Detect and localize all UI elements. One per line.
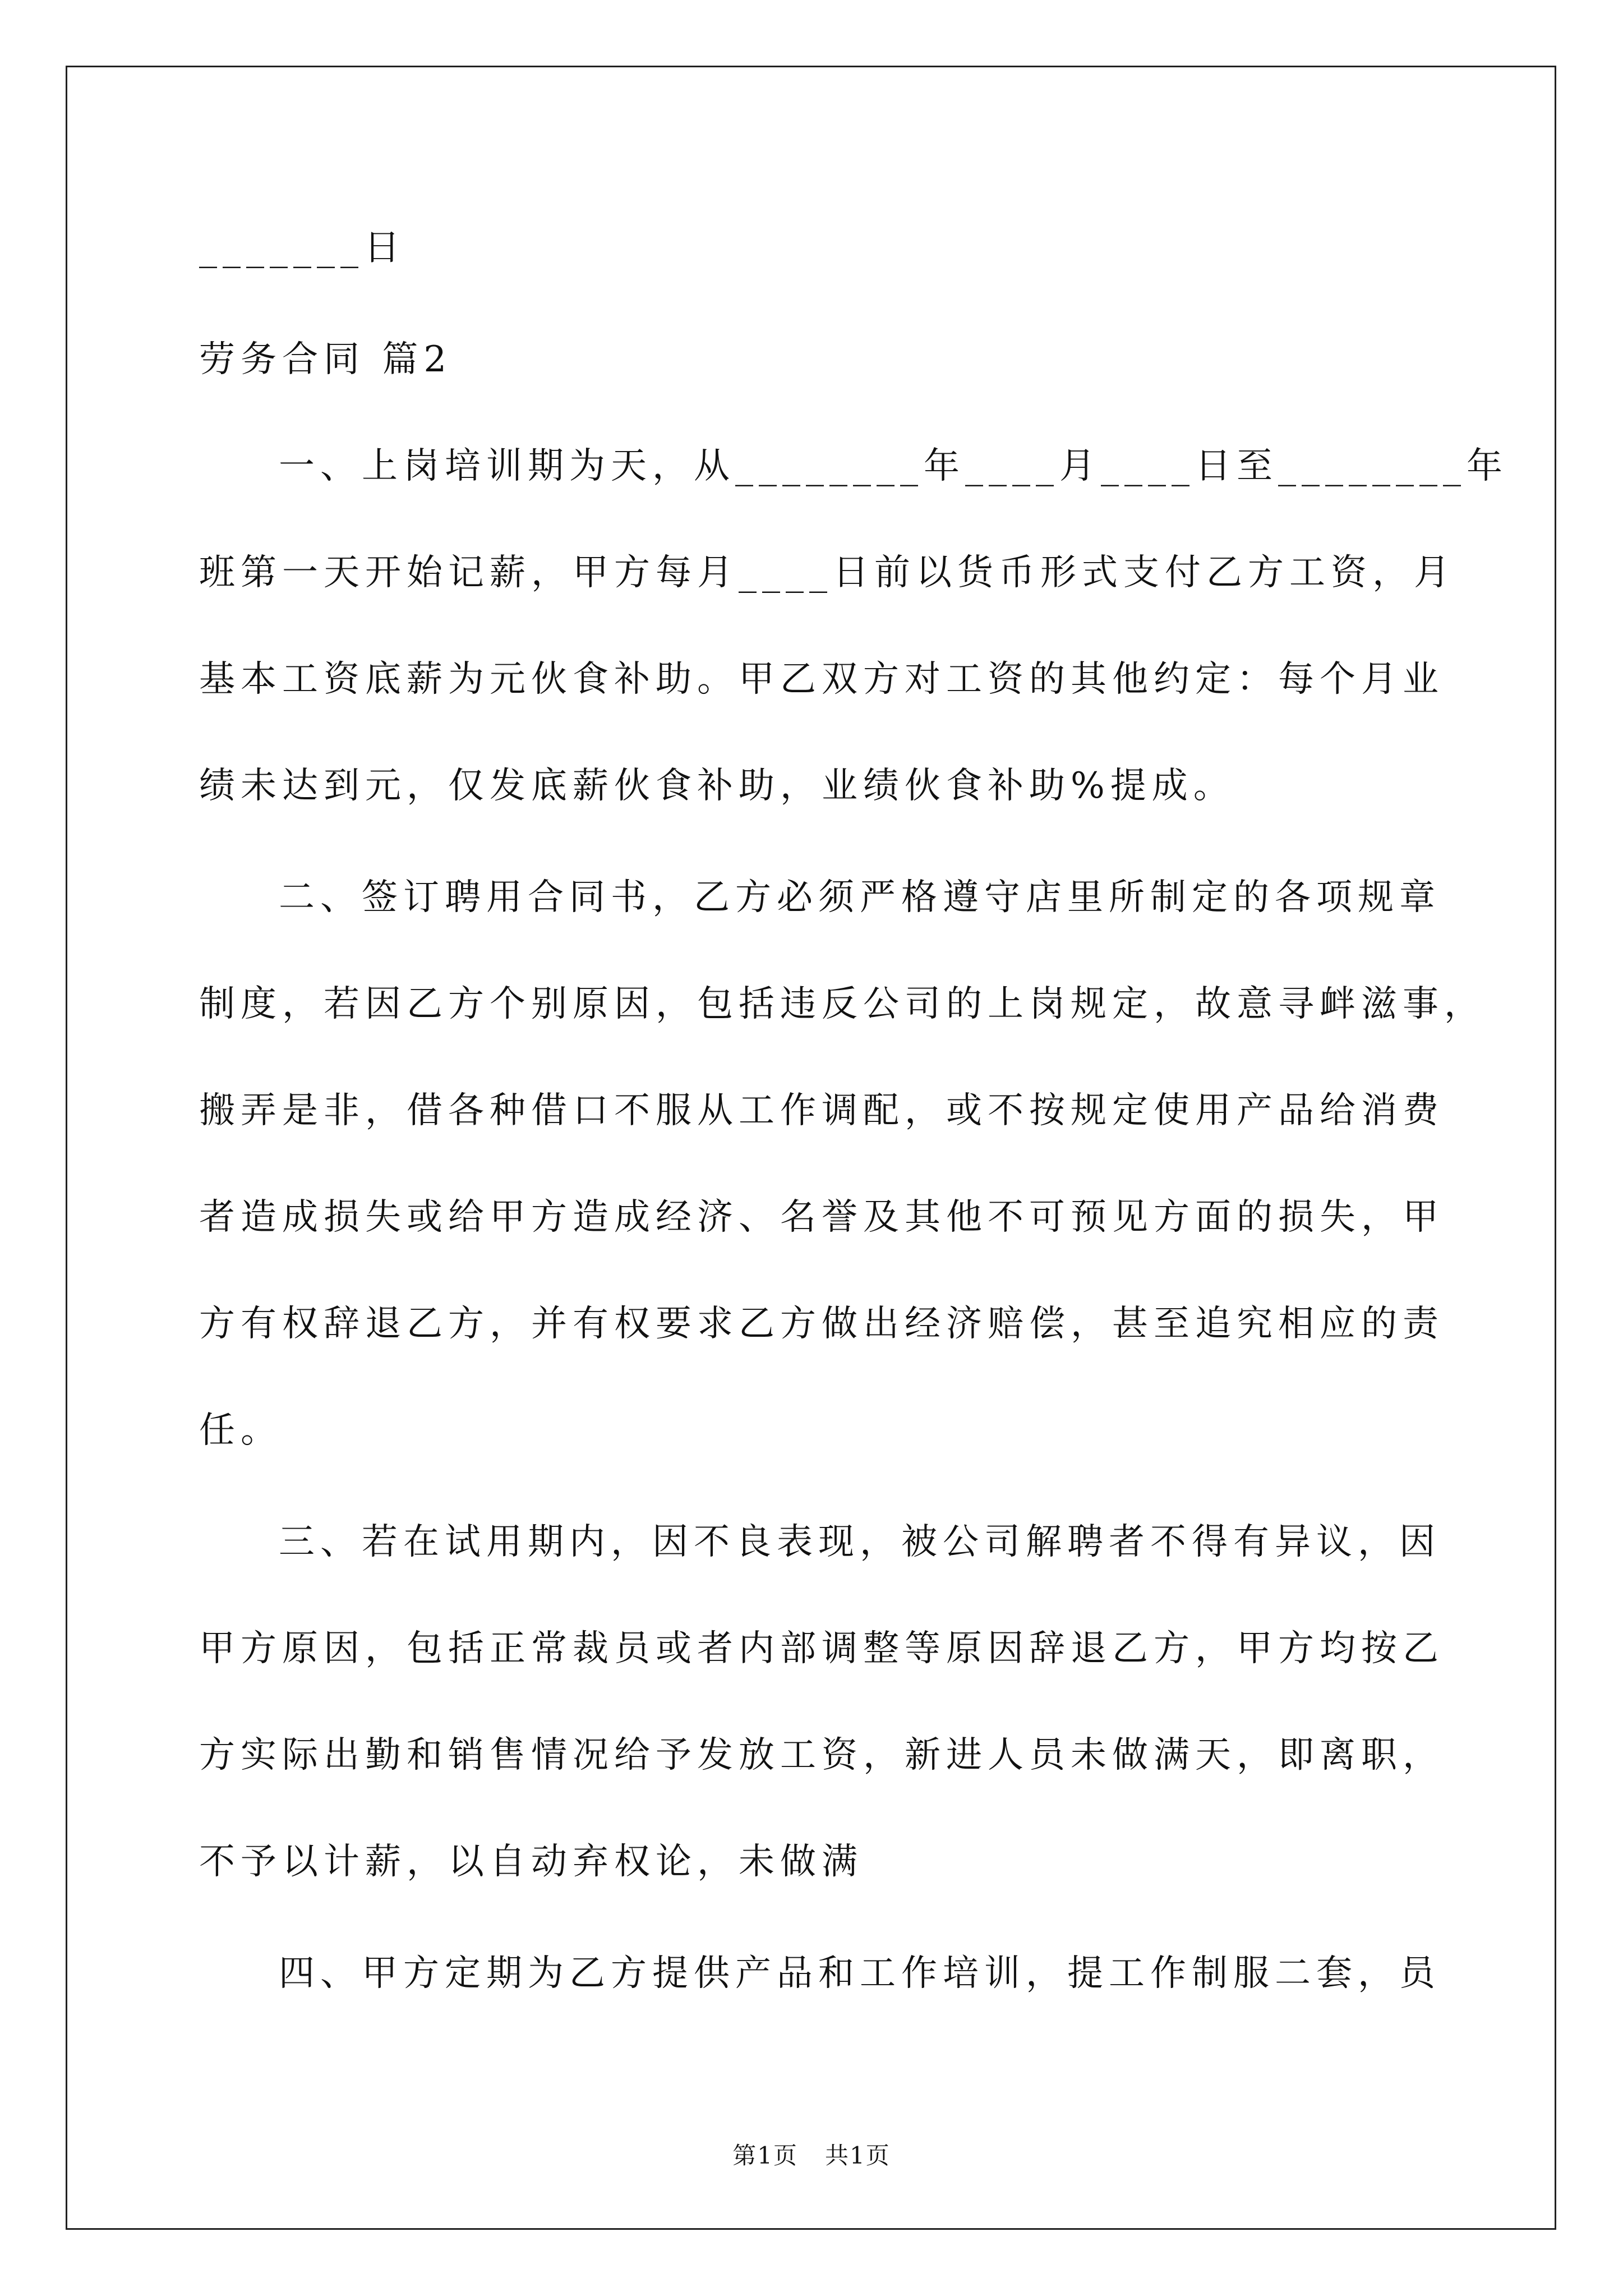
paragraph-2-line-6: 任。 — [199, 1410, 282, 1451]
section-title: 劳务合同 篇2 — [199, 339, 453, 380]
paragraph-2-line-3: 搬弄是非，借各种借口不服从工作调配，或不按规定使用产品给消费 — [199, 1090, 1444, 1131]
paragraph-4-line-1: 四、甲方定期为乙方提供产品和工作培训，提工作制服二套，员 — [279, 1953, 1441, 1994]
paragraph-3-line-3: 方实际出勤和销售情况给予发放工资，新进人员未做满天，即离职， — [199, 1734, 1444, 1776]
paragraph-2-line-2: 制度，若因乙方个别原因，包括违反公司的上岗规定，故意寻衅滋事， — [199, 983, 1486, 1025]
page-footer — [0, 2140, 1623, 2171]
paragraph-3-line-2: 甲方原因，包括正常裁员或者内部调整等原因辞退乙方，甲方均按乙 — [199, 1628, 1444, 1669]
paragraph-2-line-4: 者造成损失或给甲方造成经济、名誉及其他不可预见方面的损失，甲 — [199, 1197, 1444, 1238]
paragraph-1-line-4: 绩未达到元，仅发底薪伙食补助，业绩伙食补助%提成。 — [199, 765, 1235, 807]
paragraph-1-line-1: 一、上岗培训期为天，从________年____月____日至________年 — [279, 445, 1508, 487]
paragraph-2-line-1: 二、签订聘用合同书，乙方必须严格遵守店里所制定的各项规章 — [279, 877, 1441, 918]
paragraph-1-line-2: 班第一天开始记薪，甲方每月____日前以货币形式支付乙方工资，月 — [199, 552, 1455, 593]
page-number: 第1页 — [732, 2142, 798, 2169]
date-line: _______日 — [199, 227, 405, 269]
paragraph-2-line-5: 方有权辞退乙方，并有权要求乙方做出经济赔偿，甚至追究相应的责 — [199, 1303, 1444, 1345]
paragraph-3-line-4: 不予以计薪，以自动弃权论，未做满 — [199, 1841, 863, 1883]
page-border — [66, 66, 1556, 2230]
paragraph-1-line-3: 基本工资底薪为元伙食补助。甲乙双方对工资的其他约定：每个月业 — [199, 659, 1444, 700]
paragraph-3-line-1: 三、若在试用期内，因不良表现，被公司解聘者不得有异议，因 — [279, 1521, 1441, 1563]
page-total: 共1页 — [825, 2142, 891, 2169]
